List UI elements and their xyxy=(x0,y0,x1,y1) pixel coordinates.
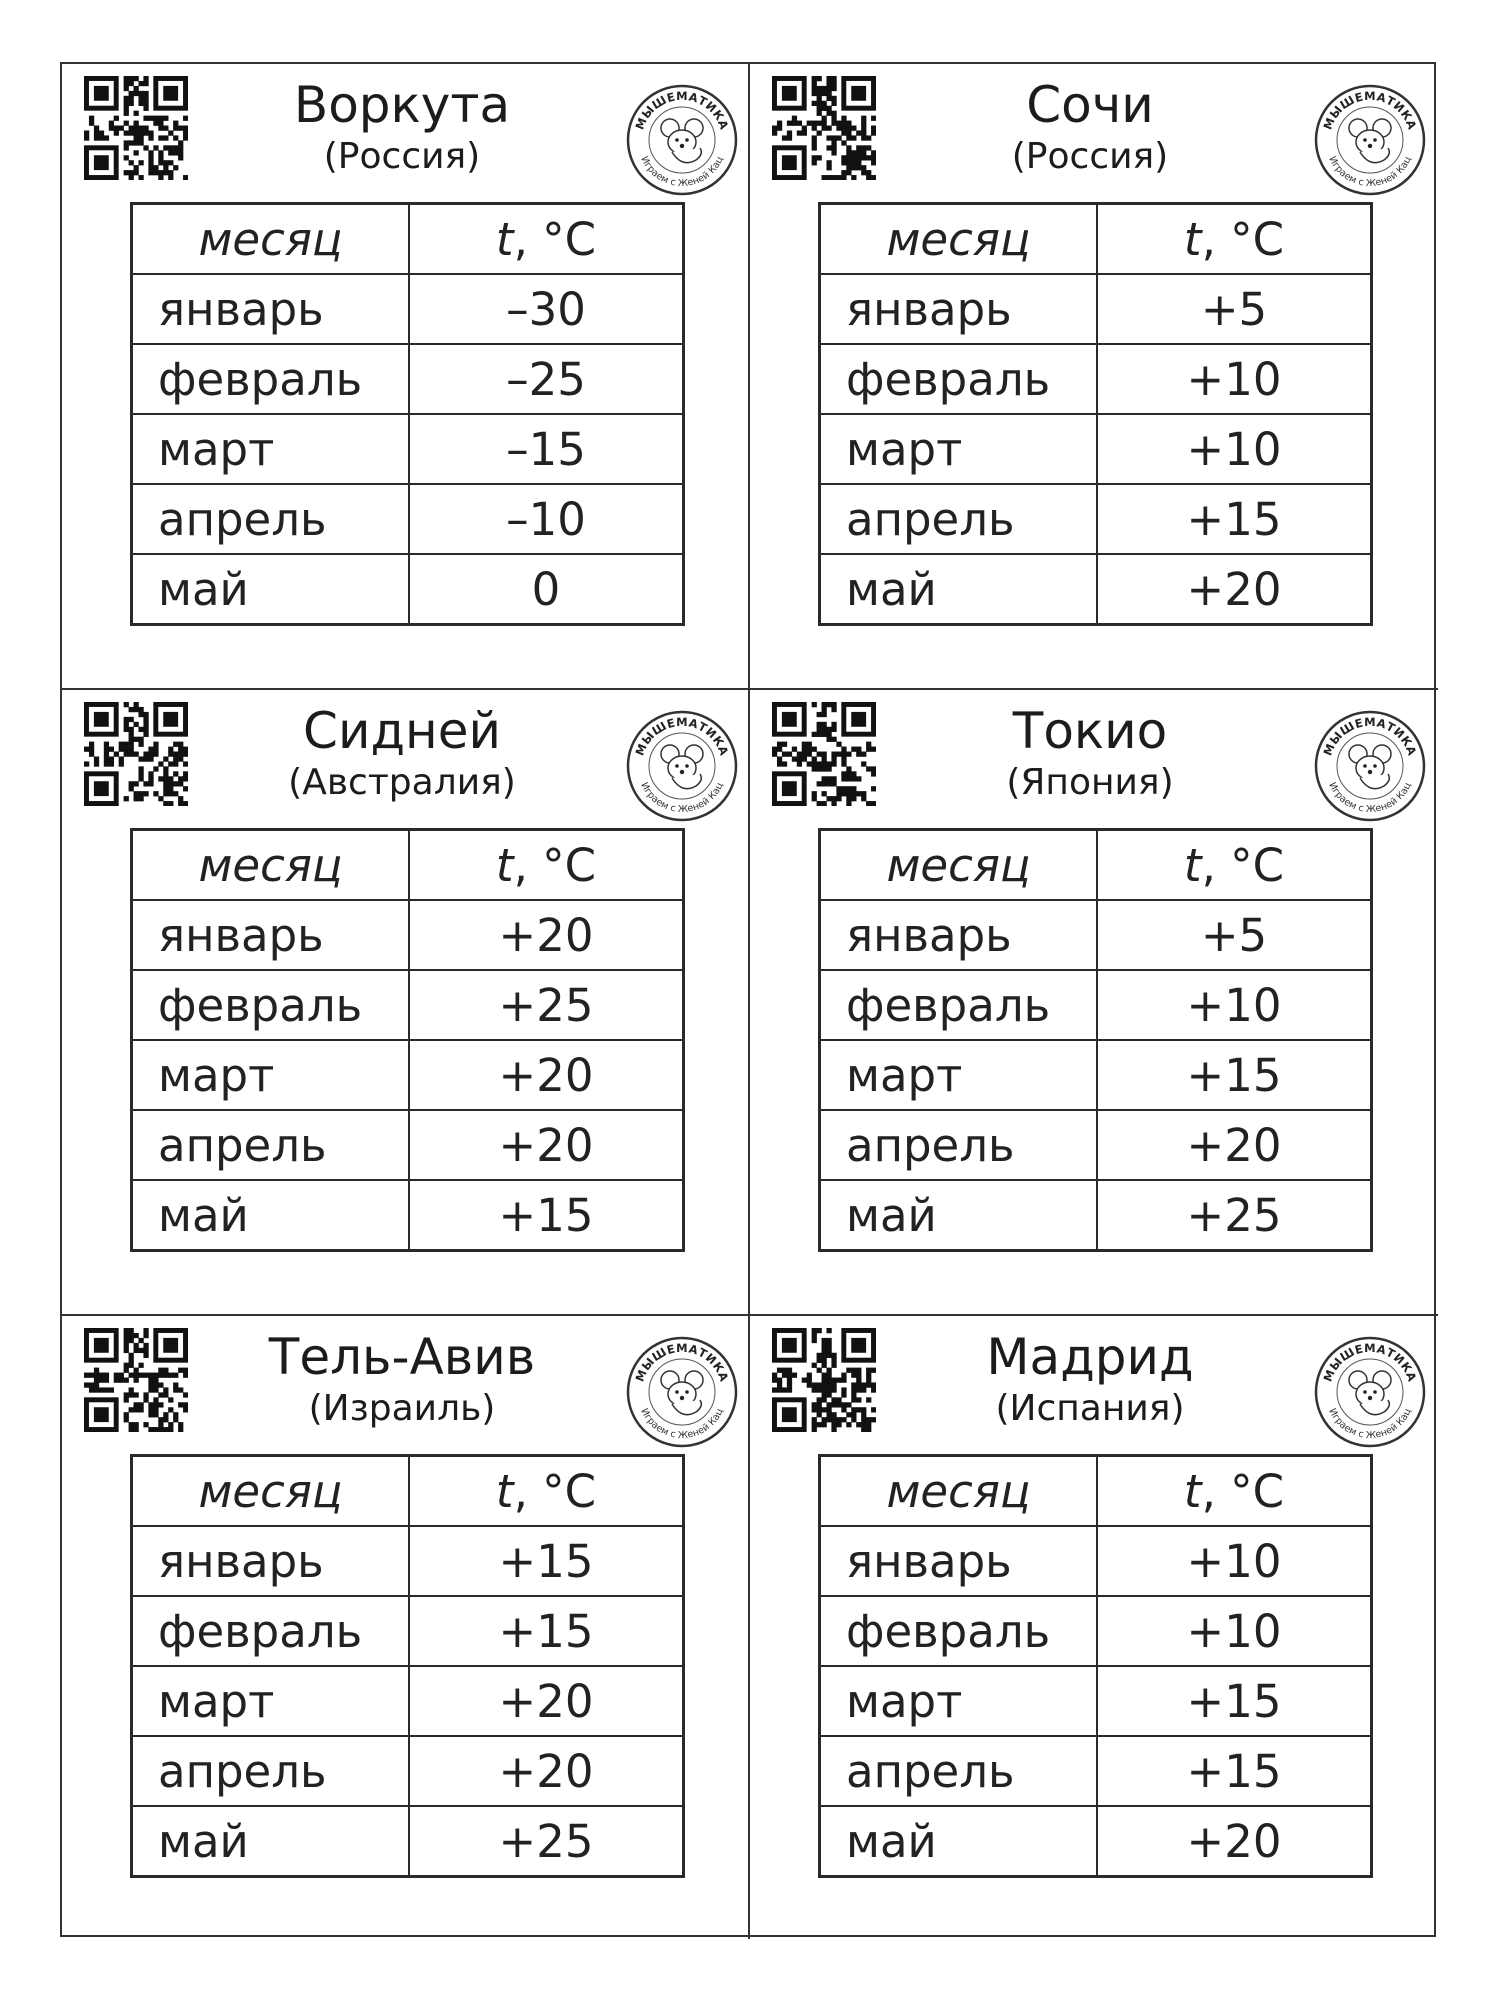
temp-column-header: t, °C xyxy=(409,1456,684,1527)
table-row xyxy=(132,554,684,625)
qr-code-icon xyxy=(84,702,188,806)
country-name: (Израиль) xyxy=(308,1388,496,1429)
temp-column-header: t, °C xyxy=(1097,204,1372,275)
card-title xyxy=(202,74,602,178)
city-name: Токио xyxy=(1012,702,1168,760)
month-cell: май xyxy=(132,554,410,625)
temp-cell: +15 xyxy=(1097,484,1372,554)
table-row xyxy=(820,484,1372,554)
month-cell: апрель xyxy=(820,484,1098,554)
mouse-logo-icon xyxy=(624,1334,740,1450)
svg-text:Играем с Женей Кац: Играем с Женей Кац xyxy=(1326,780,1414,816)
temp-cell: +5 xyxy=(1097,274,1372,344)
table-row xyxy=(820,1526,1372,1596)
city-card xyxy=(62,1316,750,1939)
temp-cell: –25 xyxy=(409,344,684,414)
month-column-header: месяц xyxy=(132,1456,410,1527)
temp-cell: +20 xyxy=(409,1736,684,1806)
temp-cell: +25 xyxy=(409,970,684,1040)
temp-column-header: t, °C xyxy=(409,204,684,275)
country-name: (Россия) xyxy=(323,136,481,177)
city-name: Воркута xyxy=(293,76,511,134)
country-name: (Австралия) xyxy=(288,762,516,803)
temperature-table xyxy=(818,828,1373,1252)
month-cell: март xyxy=(132,1666,410,1736)
qr-code-icon xyxy=(84,1328,188,1432)
table-row xyxy=(132,1040,684,1110)
temp-cell: +20 xyxy=(409,1040,684,1110)
card-sheet xyxy=(60,62,1436,1937)
country-name: (Россия) xyxy=(1011,136,1169,177)
month-cell: январь xyxy=(820,274,1098,344)
temperature-table xyxy=(818,1454,1373,1878)
city-card xyxy=(750,64,1438,690)
temp-cell: +15 xyxy=(409,1596,684,1666)
table-row xyxy=(132,1180,684,1251)
svg-text:МЫШЕМАТИКА: МЫШЕМАТИКА xyxy=(632,714,732,758)
month-cell: январь xyxy=(132,1526,410,1596)
table-row xyxy=(820,1596,1372,1666)
temp-cell: +20 xyxy=(409,1666,684,1736)
table-row xyxy=(820,970,1372,1040)
svg-text:Играем с Женей Кац: Играем с Женей Кац xyxy=(638,780,726,816)
svg-text:МЫШЕМАТИКА: МЫШЕМАТИКА xyxy=(632,1340,732,1384)
svg-text:МЫШЕМАТИКА: МЫШЕМАТИКА xyxy=(632,88,732,132)
temp-column-header: t, °C xyxy=(1097,830,1372,901)
table-row xyxy=(820,344,1372,414)
temp-cell: +25 xyxy=(1097,1180,1372,1251)
city-card xyxy=(62,64,750,690)
table-header-row xyxy=(132,204,684,275)
country-name: (Япония) xyxy=(1006,762,1174,803)
month-cell: февраль xyxy=(820,970,1098,1040)
month-cell: январь xyxy=(132,274,410,344)
city-card xyxy=(750,1316,1438,1939)
mouse-logo-icon xyxy=(1312,1334,1428,1450)
temp-cell: +10 xyxy=(1097,1596,1372,1666)
table-row xyxy=(132,900,684,970)
temp-cell: +15 xyxy=(1097,1666,1372,1736)
temp-cell: +5 xyxy=(1097,900,1372,970)
temp-cell: +20 xyxy=(1097,554,1372,625)
card-title xyxy=(202,700,602,804)
svg-text:Играем с Женей Кац: Играем с Женей Кац xyxy=(638,1406,726,1442)
temp-cell: +20 xyxy=(409,900,684,970)
month-cell: март xyxy=(820,1666,1098,1736)
mouse-logo-icon xyxy=(624,82,740,198)
card-title xyxy=(890,74,1290,178)
month-cell: февраль xyxy=(820,1596,1098,1666)
month-cell: май xyxy=(132,1180,410,1251)
temp-cell: +15 xyxy=(409,1180,684,1251)
month-cell: май xyxy=(820,1180,1098,1251)
temperature-table xyxy=(130,202,685,626)
month-cell: февраль xyxy=(132,344,410,414)
table-header-row xyxy=(132,1456,684,1527)
table-header-row xyxy=(820,1456,1372,1527)
city-name: Тель-Авив xyxy=(268,1328,536,1386)
month-column-header: месяц xyxy=(820,1456,1098,1527)
month-cell: март xyxy=(820,1040,1098,1110)
month-cell: февраль xyxy=(820,344,1098,414)
table-row xyxy=(132,344,684,414)
table-row xyxy=(820,1736,1372,1806)
temperature-table xyxy=(130,1454,685,1878)
month-column-header: месяц xyxy=(820,204,1098,275)
month-cell: март xyxy=(820,414,1098,484)
temp-cell: +15 xyxy=(1097,1040,1372,1110)
table-row xyxy=(132,1806,684,1877)
table-row xyxy=(132,1110,684,1180)
table-row xyxy=(820,274,1372,344)
month-cell: апрель xyxy=(132,1736,410,1806)
temp-cell: +10 xyxy=(1097,344,1372,414)
table-row xyxy=(132,970,684,1040)
card-title xyxy=(202,1326,602,1430)
temp-cell: +10 xyxy=(1097,414,1372,484)
svg-text:Играем с Женей Кац: Играем с Женей Кац xyxy=(1326,1406,1414,1442)
qr-code-icon xyxy=(772,702,876,806)
temp-cell: +20 xyxy=(409,1110,684,1180)
temperature-table xyxy=(818,202,1373,626)
qr-code-icon xyxy=(772,76,876,180)
table-row xyxy=(132,1596,684,1666)
city-name: Сидней xyxy=(303,702,501,760)
month-cell: февраль xyxy=(132,970,410,1040)
month-cell: апрель xyxy=(820,1736,1098,1806)
table-row xyxy=(132,274,684,344)
table-row xyxy=(820,1040,1372,1110)
temp-cell: –30 xyxy=(409,274,684,344)
qr-code-icon xyxy=(772,1328,876,1432)
mouse-logo-icon xyxy=(624,708,740,824)
country-name: (Испания) xyxy=(995,1388,1185,1429)
card-title xyxy=(890,700,1290,804)
table-row xyxy=(132,1666,684,1736)
table-row xyxy=(132,484,684,554)
month-cell: апрель xyxy=(132,1110,410,1180)
table-row xyxy=(132,414,684,484)
temp-cell: +15 xyxy=(409,1526,684,1596)
month-cell: январь xyxy=(820,900,1098,970)
temp-column-header: t, °C xyxy=(1097,1456,1372,1527)
temp-cell: –10 xyxy=(409,484,684,554)
temp-cell: +10 xyxy=(1097,1526,1372,1596)
table-header-row xyxy=(820,204,1372,275)
temp-cell: +20 xyxy=(1097,1110,1372,1180)
temp-cell: 0 xyxy=(409,554,684,625)
card-title xyxy=(890,1326,1290,1430)
svg-text:Играем с Женей Кац: Играем с Женей Кац xyxy=(1326,154,1414,190)
table-row xyxy=(820,900,1372,970)
month-cell: май xyxy=(132,1806,410,1877)
month-cell: март xyxy=(132,414,410,484)
month-cell: май xyxy=(820,1806,1098,1877)
city-name: Сочи xyxy=(1026,76,1154,134)
table-row xyxy=(820,1806,1372,1877)
month-column-header: месяц xyxy=(132,830,410,901)
table-row xyxy=(820,1180,1372,1251)
svg-text:МЫШЕМАТИКА: МЫШЕМАТИКА xyxy=(1320,88,1420,132)
mouse-logo-icon xyxy=(1312,708,1428,824)
month-cell: январь xyxy=(820,1526,1098,1596)
table-row xyxy=(820,414,1372,484)
table-row xyxy=(132,1736,684,1806)
month-cell: февраль xyxy=(132,1596,410,1666)
temp-cell: +20 xyxy=(1097,1806,1372,1877)
month-cell: январь xyxy=(132,900,410,970)
temp-column-header: t, °C xyxy=(409,830,684,901)
temp-cell: +10 xyxy=(1097,970,1372,1040)
city-card xyxy=(750,690,1438,1316)
temperature-table xyxy=(130,828,685,1252)
svg-text:МЫШЕМАТИКА: МЫШЕМАТИКА xyxy=(1320,1340,1420,1384)
temp-cell: –15 xyxy=(409,414,684,484)
table-row xyxy=(820,1110,1372,1180)
city-name: Мадрид xyxy=(986,1328,1194,1386)
svg-text:МЫШЕМАТИКА: МЫШЕМАТИКА xyxy=(1320,714,1420,758)
temp-cell: +15 xyxy=(1097,1736,1372,1806)
table-row xyxy=(132,1526,684,1596)
month-column-header: месяц xyxy=(132,204,410,275)
city-card xyxy=(62,690,750,1316)
table-row xyxy=(820,554,1372,625)
month-cell: март xyxy=(132,1040,410,1110)
table-header-row xyxy=(132,830,684,901)
svg-text:Играем с Женей Кац: Играем с Женей Кац xyxy=(638,154,726,190)
table-row xyxy=(820,1666,1372,1736)
month-cell: май xyxy=(820,554,1098,625)
temp-cell: +25 xyxy=(409,1806,684,1877)
mouse-logo-icon xyxy=(1312,82,1428,198)
qr-code-icon xyxy=(84,76,188,180)
month-cell: апрель xyxy=(132,484,410,554)
table-header-row xyxy=(820,830,1372,901)
month-column-header: месяц xyxy=(820,830,1098,901)
month-cell: апрель xyxy=(820,1110,1098,1180)
